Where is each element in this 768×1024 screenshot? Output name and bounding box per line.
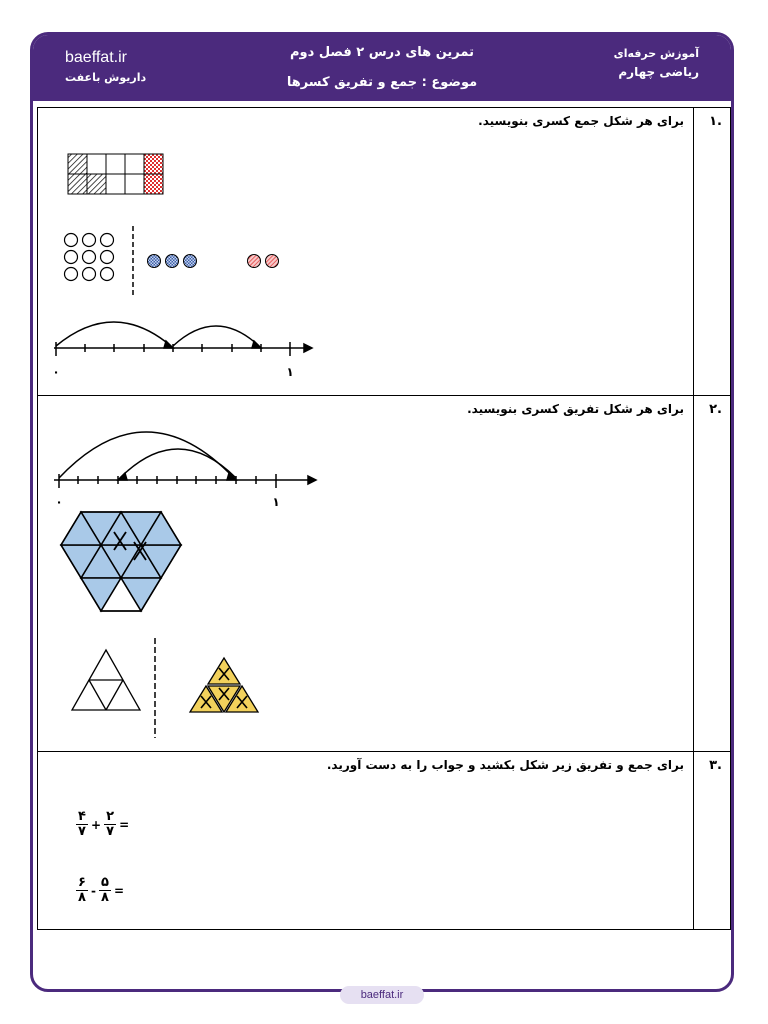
question-row-2 (38, 396, 730, 752)
header-tagline: آموزش حرفه‌ای (613, 47, 699, 60)
fraction-a (76, 876, 88, 905)
denominator: ۷ (106, 824, 115, 839)
number-line-1-start: ۰ (52, 365, 60, 379)
white-triangle (72, 650, 140, 710)
numerator: ۲ (106, 809, 115, 824)
plus-sign: + (91, 817, 102, 832)
denominator: ۸ (78, 890, 86, 905)
minus-sign: - (91, 883, 96, 898)
numerator: ۴ (78, 809, 86, 824)
question-number: ۱. (709, 114, 722, 129)
worksheet-title: تمرین های درس ۲ فصل دوم (290, 45, 474, 60)
number-line-2 (54, 432, 316, 488)
question-number: ۳. (709, 758, 722, 773)
footer-site-badge[interactable]: baeffat.ir (340, 986, 424, 1004)
fraction-b (99, 876, 111, 905)
fraction-b (104, 810, 116, 839)
question-2-figures (38, 396, 688, 751)
yellow-triangles (190, 658, 258, 712)
question-1-figures (38, 108, 688, 395)
number-line-1 (54, 322, 312, 356)
header-course: ریاضی چهارم (618, 65, 699, 79)
fraction-exercise-1 (76, 810, 132, 839)
number-line-2-end: ۱ (272, 495, 280, 509)
fraction-a (76, 810, 88, 839)
red-circles (248, 255, 279, 268)
author-name: داریوش باعفت (65, 71, 147, 84)
site-name[interactable]: baeffat.ir (65, 49, 127, 66)
numerator: ۵ (101, 875, 109, 890)
equals-sign: = (113, 883, 125, 898)
denominator: ۸ (101, 890, 109, 905)
question-row-1 (38, 108, 730, 396)
numerator: ۶ (78, 875, 86, 890)
question-text: برای هر شکل تفریق کسری بنویسید. (467, 402, 684, 416)
question-text: برای هر شکل جمع کسری بنویسید. (478, 114, 684, 128)
equals-sign: = (119, 817, 130, 832)
fraction-exercise-2 (76, 876, 127, 905)
question-number: ۲. (709, 402, 722, 417)
questions-table (37, 107, 731, 930)
hexagon-figure (61, 512, 181, 611)
number-line-1-end: ۱ (286, 365, 294, 379)
question-text: برای جمع و تفریق زیر شکل بکشید و جواب را به دست آورید. (326, 758, 684, 772)
fraction-grid (68, 154, 163, 194)
worksheet-frame (30, 32, 734, 992)
number-cell (693, 396, 730, 751)
number-cell (693, 752, 730, 929)
number-cell (693, 108, 730, 395)
header-bar (33, 35, 731, 101)
question-row-3 (38, 752, 730, 929)
worksheet-subject: موضوع : جمع و تفریق کسرها (286, 75, 478, 90)
number-line-2-start: ۰ (55, 495, 63, 509)
blue-circles (148, 255, 197, 268)
denominator: ۷ (78, 824, 86, 839)
circle-set (65, 234, 114, 281)
